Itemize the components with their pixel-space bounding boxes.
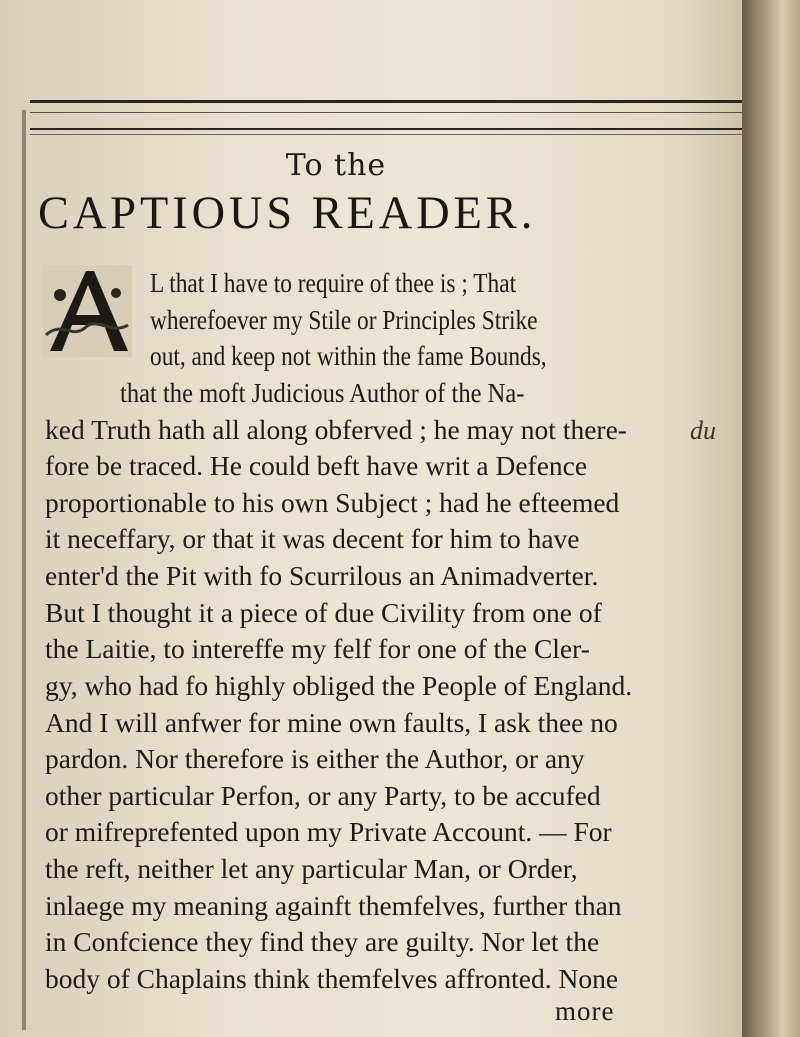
header-rule-thin bbox=[30, 134, 750, 135]
top-rule bbox=[30, 100, 750, 103]
show-through-text bbox=[40, 112, 740, 152]
text-line: body of Chaplains think themfelves affronted. None bbox=[45, 963, 619, 994]
text-line: or mifreprefented upon my Private Account. — For bbox=[45, 816, 612, 848]
text-line: the reft, neither let any particular Man, or Order, bbox=[45, 853, 578, 885]
text-line: enter'd the Pit with fo Scurrilous an Animadverter. bbox=[45, 560, 599, 592]
header-rule bbox=[30, 128, 750, 130]
page-title: CAPTIOUS READER. bbox=[38, 187, 537, 239]
ornamental-drop-cap-icon bbox=[42, 265, 132, 357]
text-line: the Laitie, to intereffe my felf for one of the Cler- bbox=[45, 633, 590, 665]
facing-page-edge bbox=[742, 0, 800, 1037]
margin-note: du bbox=[690, 416, 716, 445]
text-line: that the moft Judicious Author of the Na- bbox=[120, 376, 525, 408]
text-line: other particular Perfon, or any Party, to be accufed bbox=[45, 779, 601, 811]
text-line: But I thought it a piece of due Civility from one of bbox=[45, 596, 602, 628]
top-rule-thin bbox=[30, 112, 750, 113]
text-line: proportionable to his own Subject ; had he efteemed bbox=[45, 486, 620, 518]
text-line: inlaege my meaning againft themfelves, further than bbox=[45, 889, 622, 921]
text-line: ked Truth hath all along obferved ; he may not there- bbox=[45, 413, 627, 445]
text-line: pardon. Nor therefore is either the Author, or any bbox=[45, 743, 585, 775]
catchword: more bbox=[555, 996, 615, 1026]
text-line: wherefoever my Stile or Principles Strike bbox=[150, 303, 538, 335]
text-line: it neceffary, or that it was decent for him to have bbox=[45, 523, 580, 555]
text-line: gy, who had fo highly obliged the People of England. bbox=[45, 669, 633, 701]
text-line: L that I have to require of thee is ; That bbox=[150, 267, 517, 298]
text-line: fore be traced. He could beft have writ a Defence bbox=[45, 450, 588, 482]
text-line: And I will anfwer for mine own faults, I ask thee no bbox=[45, 706, 618, 738]
text-line: in Confcience they find they are guilty. Nor let the bbox=[45, 926, 600, 958]
gutter-shadow bbox=[22, 110, 26, 1030]
text-line: out, and keep not within the fame Bounds, bbox=[150, 340, 547, 372]
heading-to-the: To the bbox=[285, 148, 387, 183]
